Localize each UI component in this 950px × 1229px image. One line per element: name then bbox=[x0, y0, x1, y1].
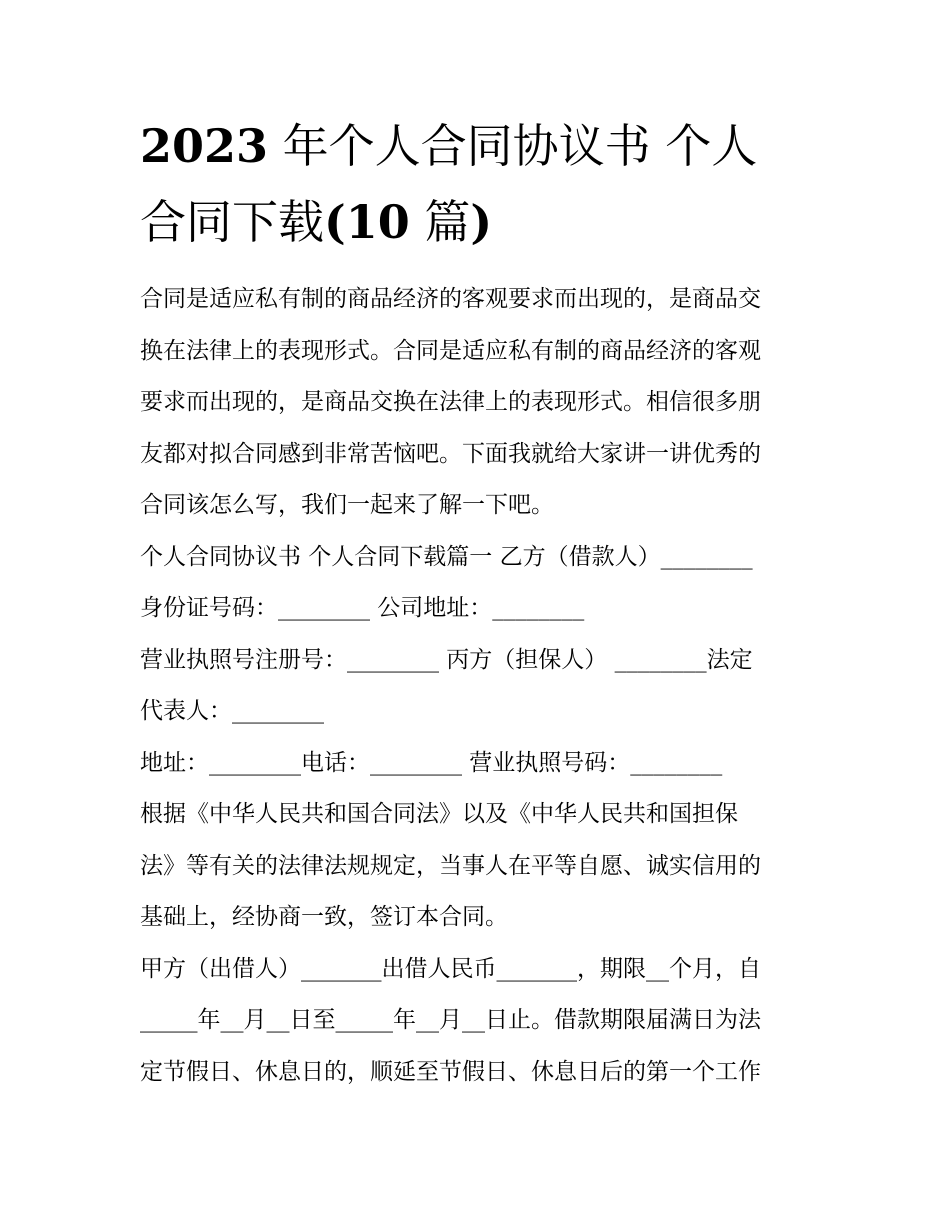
body-line: 个人合同协议书 个人合同下载篇一 乙方（借款人）________ bbox=[140, 543, 753, 570]
body-line: 基础上，经协商一致，签订本合同。 bbox=[140, 904, 508, 930]
document-body bbox=[140, 274, 840, 1098]
body-line: 合同是适应私有制的商品经济的客观要求而出现的，是商品交 bbox=[140, 286, 761, 312]
body-line: 法》等有关的法律法规规定，当事人在平等自愿、诚实信用的 bbox=[140, 852, 761, 879]
body-line: 地址：________电话：________ 营业执照号码：________ bbox=[140, 749, 723, 776]
body-line: 换在法律上的表现形式。合同是适应私有制的商品经济的客观 bbox=[140, 337, 761, 364]
body-line: 友都对拟合同感到非常苦恼吧。下面我就给大家讲一讲优秀的 bbox=[140, 440, 761, 467]
body-line: 甲方（出借人）_______出借人民币_______，期限__个月，自 bbox=[140, 955, 761, 982]
document-title bbox=[140, 108, 830, 260]
body-line: 代表人：________ bbox=[140, 698, 324, 724]
body-line: 合同该怎么写，我们一起来了解一下吧。 bbox=[140, 492, 554, 518]
body-line: 营业执照号注册号：________ 丙方（担保人） ________法定 bbox=[140, 646, 753, 673]
body-line: _____年__月__日至_____年__月__日止。借款期限届满日为法 bbox=[140, 1007, 761, 1033]
body-line: 根据《中华人民共和国合同法》以及《中华人民共和国担保 bbox=[140, 801, 738, 827]
body-line: 要求而出现的，是商品交换在法律上的表现形式。相信很多朋 bbox=[140, 389, 761, 415]
body-line: 定节假日、休息日的，顺延至节假日、休息日后的第一个工作 bbox=[140, 1058, 761, 1085]
title-line-1: 2023 年个人合同协议书 个人 bbox=[140, 119, 758, 173]
title-line-2: 合同下载(10 篇) bbox=[140, 195, 493, 249]
body-line: 身份证号码：________ 公司地址：________ bbox=[140, 595, 585, 621]
